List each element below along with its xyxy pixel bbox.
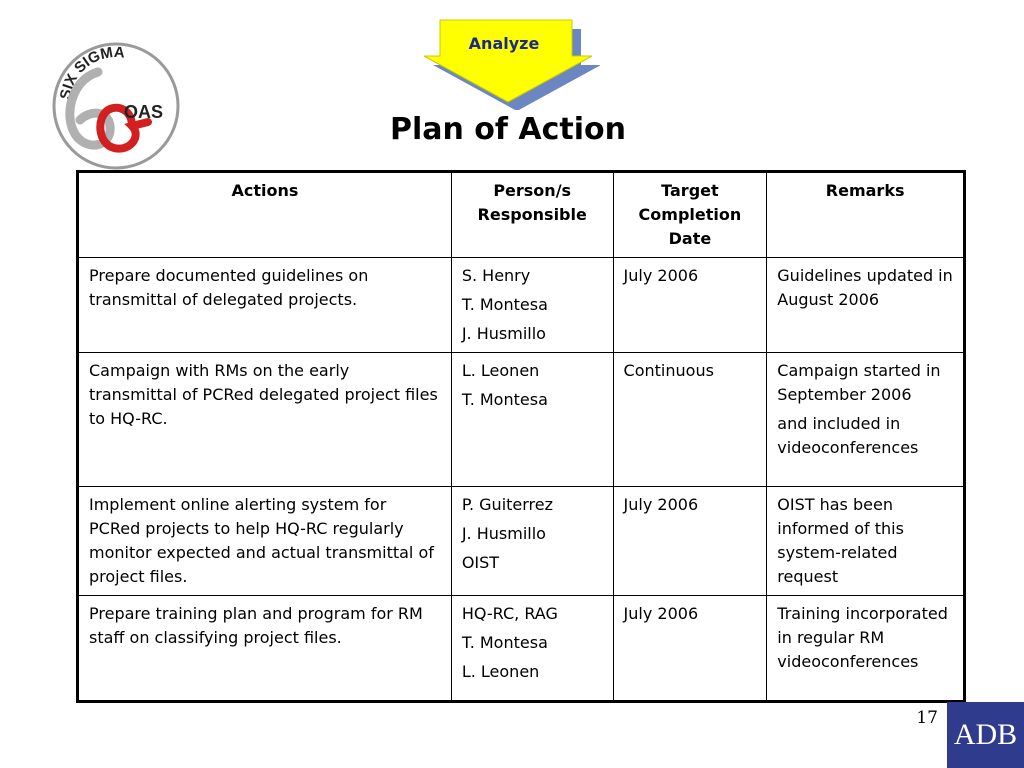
remark-text: Training incorporated in regular RM videoconferences (777, 604, 948, 671)
table-row (78, 487, 965, 596)
header-persons-responsible: Person/s Responsible (451, 172, 613, 258)
person-name: J. Husmillo (461, 324, 546, 343)
page-number: 17 (916, 708, 938, 728)
date-cell: July 2006 (613, 487, 767, 596)
persons-cell (451, 487, 613, 596)
person-name: P. Guiterrez (461, 495, 554, 514)
analyze-label: Analyze (468, 34, 540, 53)
persons-cell (451, 258, 613, 353)
table-row (78, 353, 965, 487)
remark-text: OIST has been informed of this system-related request (777, 495, 904, 586)
table-row (78, 596, 965, 702)
date-cell: July 2006 (613, 258, 767, 353)
header-remarks: Remarks (767, 172, 965, 258)
action-cell: Campaign with RMs on the early transmittal of PCRed delegated project files to HQ-RC. (78, 353, 452, 487)
person-name: T. Montesa (461, 633, 548, 652)
remarks-cell (767, 353, 965, 487)
action-cell: Prepare training plan and program for RM staff on classifying project files. (78, 596, 452, 702)
persons-cell (451, 596, 613, 702)
remark-text: Campaign started in September 2006 (777, 361, 941, 404)
remarks-cell (767, 487, 965, 596)
person-name: T. Montesa (461, 295, 548, 314)
action-cell: Prepare documented guidelines on transmittal of delegated projects. (78, 258, 452, 353)
adb-logo: ADB (947, 702, 1024, 768)
person-name: J. Husmillo (461, 524, 546, 543)
date-cell: July 2006 (613, 596, 767, 702)
logo-text-six-sigma: SIX SIGMA (56, 43, 126, 101)
table-header-row (78, 172, 965, 258)
person-name: S. Henry (461, 266, 531, 285)
person-name: T. Montesa (461, 390, 548, 409)
remarks-cell (767, 596, 965, 702)
remark-text: Guidelines updated in August 2006 (777, 266, 953, 309)
persons-cell (451, 353, 613, 487)
action-cell: Implement online alerting system for PCRed projects to help HQ-RC regularly monitor expected and actual transmittal of project files. (78, 487, 452, 596)
date-cell: Continuous (613, 353, 767, 487)
six-sigma-oas-logo (48, 40, 184, 172)
person-name: L. Leonen (461, 361, 540, 380)
remarks-cell (767, 258, 965, 353)
person-name: L. Leonen (461, 662, 540, 681)
table-row (78, 258, 965, 353)
page-title: Plan of Action (389, 112, 626, 147)
person-name: HQ-RC, RAG (461, 604, 558, 623)
logo-text-oas: OAS (124, 102, 164, 122)
analyze-arrow-banner (420, 18, 600, 110)
remark-text: and included in videoconferences (777, 414, 919, 457)
header-actions: Actions (78, 172, 452, 258)
person-name: OIST (461, 553, 500, 572)
plan-of-action-table (76, 170, 966, 703)
header-target-completion-date: Target Completion Date (613, 172, 767, 258)
